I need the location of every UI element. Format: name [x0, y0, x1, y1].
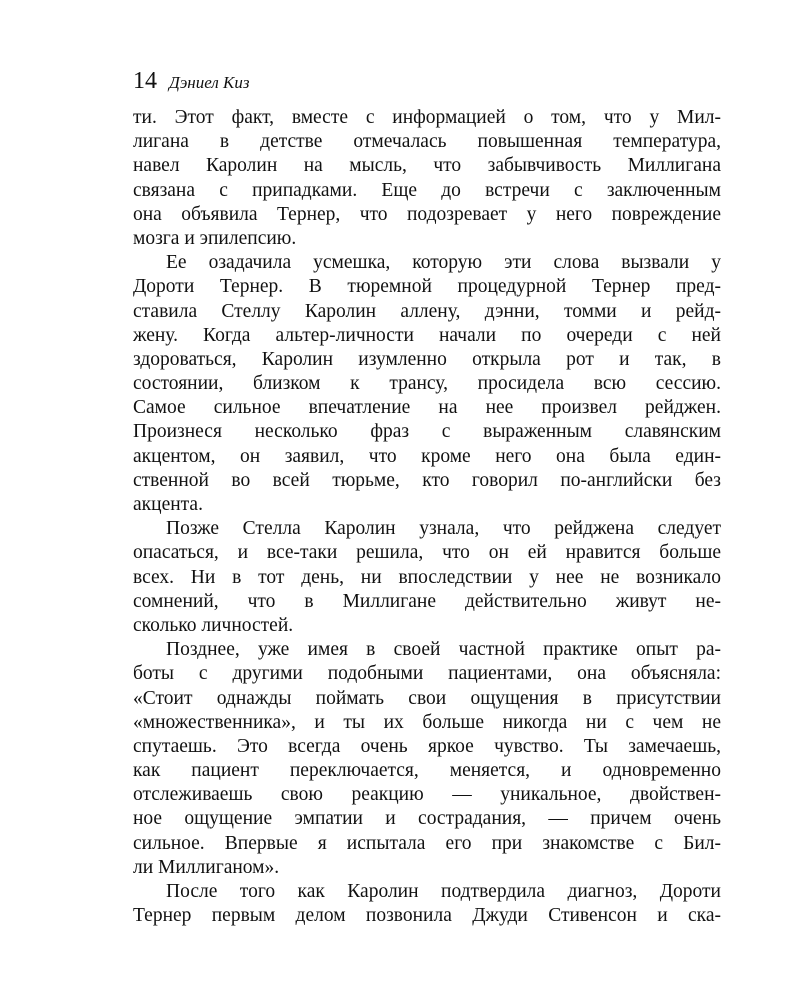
text-line: Позже Стелла Каролин узнала, что рейджена следует: [166, 518, 721, 540]
text-line: акцента.: [133, 494, 203, 515]
text-line: «множественника», и ты их больше никогда ни с чем не: [133, 711, 721, 733]
text-line: жену. Когда альтер-личности начали по очереди с ней: [133, 324, 721, 346]
text-line: как пациент переключается, меняется, и одновременно: [133, 760, 721, 782]
text-line: сколько личностей.: [133, 614, 294, 636]
text-line: мозга и эпилепсию.: [133, 227, 297, 249]
text-line: боты с другими подобными пациентами, она объясняла:: [133, 663, 721, 685]
text-line: отслеживаешь свою реакцию — уникальное, двойствен-: [133, 784, 721, 806]
running-head: [133, 68, 249, 98]
text-line: лигана в детстве отмечалась повышенная температура,: [133, 131, 721, 153]
text-line: Позднее, уже имея в своей частной практике опыт ра-: [166, 639, 721, 661]
text-line: После того как Каролин подтвердила диагноз, Дороти: [166, 881, 721, 902]
text-line: сомнений, что в Миллигане действительно живут не-: [133, 590, 721, 612]
text-line: Самое сильное впечатление на нее произвел рейджен.: [133, 397, 721, 419]
text-line: состоянии, близком к трансу, просидела всю сессию.: [133, 373, 721, 395]
text-line: ти. Этот факт, вместе с информацией о том, что у Мил-: [133, 107, 721, 128]
text-line: ставила Стеллу Каролин аллену, дэнни, томми и рейд-: [133, 300, 721, 322]
text-line: ственной во всей тюрьме, кто говорил по-английски без: [133, 469, 721, 491]
text-line: опасаться, и все-таки решила, что он ей нравится больше: [133, 542, 721, 564]
text-line: «Стоит однажды поймать свои ощущения в присутствии: [133, 687, 721, 709]
text-line: ное ощущение эмпатии и сострадания, — причем очень: [133, 808, 721, 830]
text-line: акцентом, он заявил, что кроме него она была един-: [133, 445, 721, 467]
text-line: Ее озадачила усмешка, которую эти слова вызвали у: [166, 252, 721, 274]
text-line: Дороти Тернер. В тюремной процедурной Тернер пред-: [133, 276, 721, 298]
text-line: Произнеся несколько фраз с выраженным славянским: [133, 421, 721, 443]
text-line: всех. Ни в тот день, ни впоследствии у нее не возникало: [133, 566, 721, 588]
text-line: связана с припадками. Еще до встречи с заключенным: [133, 179, 721, 201]
page-number: 14: [133, 68, 157, 94]
text-line: навел Каролин на мысль, что забывчивость Миллигана: [133, 155, 721, 177]
text-line: спутаешь. Это всегда очень яркое чувство. Ты замечаешь,: [133, 735, 721, 757]
text-line: Тернер первым делом позвонила Джуди Стивенсон и ска-: [133, 905, 721, 927]
text-line: ли Миллиганом».: [133, 856, 280, 878]
text-line: она объявила Тернер, что подозревает у него повреждение: [133, 203, 721, 225]
text-line: здороваться, Каролин изумленно открыла рот и так, в: [133, 348, 721, 370]
body-text: [133, 106, 721, 928]
running-head-author: Дэниел Киз: [169, 73, 250, 92]
text-line: сильное. Впервые я испытала его при знакомстве с Бил-: [133, 832, 721, 854]
